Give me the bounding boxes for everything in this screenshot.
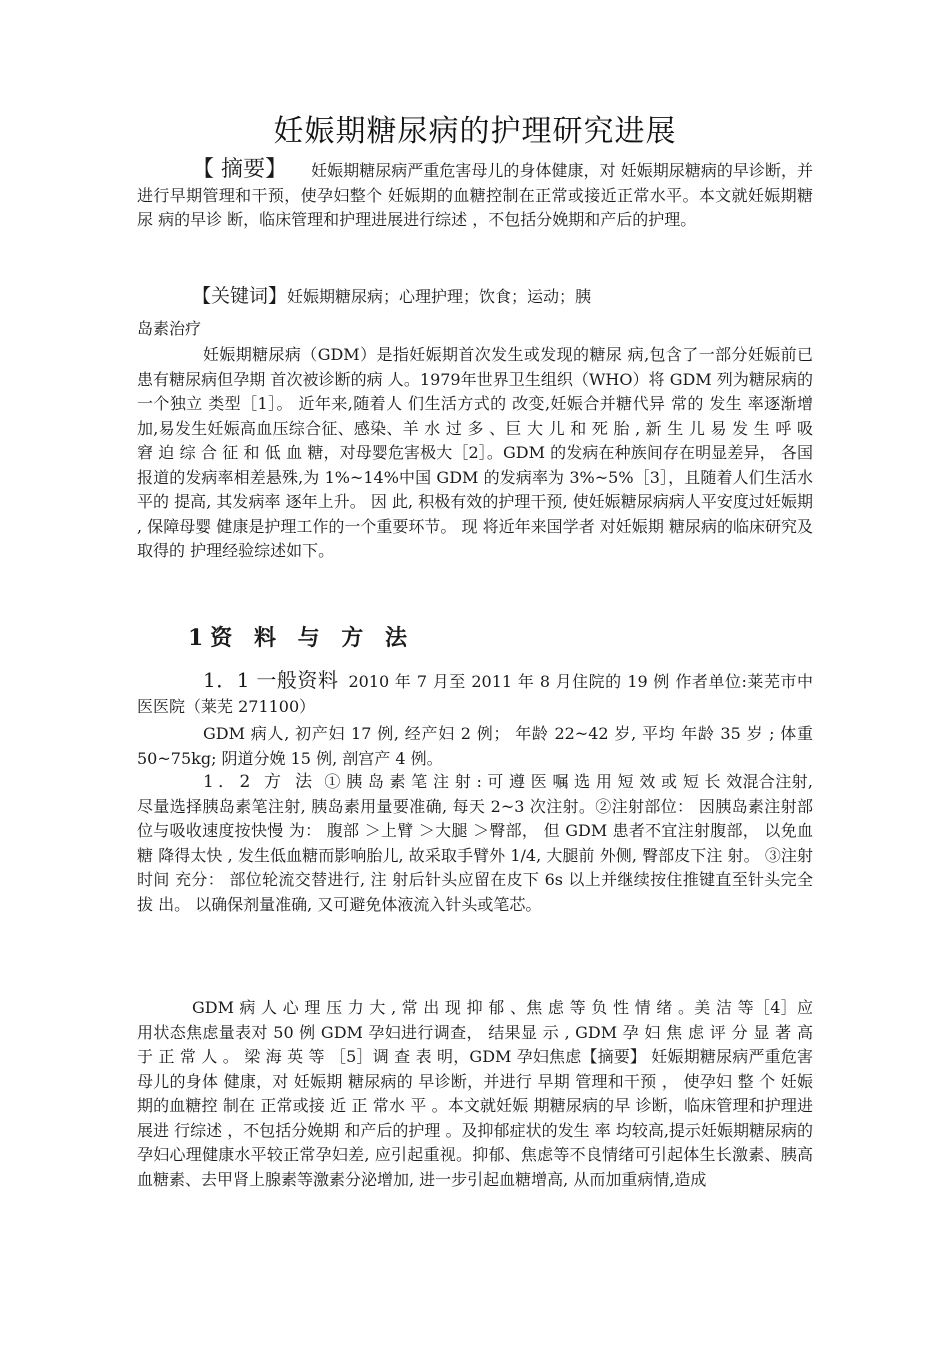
gdm-cases-text: GDM 病人, 初产妇 17 例, 经产妇 2 例； 年龄 22~42 岁, 平均 年龄 35 岁 ; 体重 50~75kg; 阴道分娩 15 例, 剖宫产 4 例。 — [137, 724, 813, 768]
intro-text: 妊娠期糖尿病（GDM）是指妊娠期首次发生或发现的糖尿 病,包含了一部分妊娠前已患有糖尿病但孕期 首次被诊断的病 人。1979年世界卫生组织（WHO）将 GDM 列为糖尿病的一个独立 类型［1］。 近年来,随着人 们生活方式的 改变,妊娠合并糖代异 常的 发生 率逐渐增加,易发生妊娠高血压综合征、感染、羊 水 过 多 、巨 大 儿 和 死 胎 , 新 生 儿 易 发 生 呼 吸 窘 迫 综 合 征 和 低 血 糖，对母婴危害极大［2］。GDM 的发病在种族间存在明显差异， 各国报道的发病率相差悬殊,为 1%~14%中国 GDM 的发病率为 3%~5%［3］，且随着人们生活水平的 提高, 其发病率 逐年上升。 因 此, 积极有效的护理干预, 使妊娠糖尿病病人平安度过妊娠期 , 保障母婴 健康是护理工作的一个重要环节。 现 将近年来国学者 对妊娠期 糖尿病的临床研究及取得的 护理经验综述如下。 — [137, 345, 813, 560]
section-heading-materials-methods: 1资 料 与 方 法 — [188, 625, 414, 651]
abstract-label: 【 摘要】 — [192, 157, 288, 182]
methods-paragraph — [137, 770, 813, 917]
general-info-text: 2010 年 7 月至 2011 年 8 月住院的 19 例 作者单位:莱芜市中 医医院（莱芜 271100） — [137, 672, 813, 716]
subsection-label-general: 1．1 一般资料 — [203, 668, 339, 692]
keywords-label: 【关键词】 — [192, 285, 288, 307]
psychology-paragraph — [137, 996, 813, 1192]
keywords-text: 妊娠期糖尿病；心理护理；饮食；运动；胰 — [287, 287, 592, 306]
psychology-text: GDM 病 人 心 理 压 力 大 , 常 出 现 抑 郁 、焦 虑 等 负 性 情 绪 。美 洁 等［4］应用状态焦虑量表对 50 例 GDM 孕妇进行调查， 结果显 示 , GDM 孕 妇 焦 虑 评 分 显 著 高 于 正 常 人 。 梁 海 英 等 ［5］调 查 表 明，GDM 孕妇焦虑【摘要】 妊娠期糖尿病严重危害母儿的身体 健康，对 妊娠期 糖尿病的 早诊断，并进行 早期 管理和干预 ， 使孕妇 整 个 妊娠期的血糖控 制在 正常或接 近 正 常水 平 。本文就妊娠 期糖尿病的早 诊断，临床管理和护理进展进 行综述 ，不包括分娩期 和产后的护理 。及抑郁症状的发生 率 均较高,提示妊娠期糖尿病的孕妇心理健康水平较正常孕妇差, 应引起重视。抑郁、焦虑等不良情绪可引起体生长激素、胰高 血糖素、去甲肾上腺素等激素分泌增加, 进一步引起血糖增高, 从而加重病情,造成 — [137, 998, 813, 1189]
general-info-paragraph — [137, 668, 813, 719]
methods-text: ① 胰 岛 素 笔 注 射 : 可 遵 医 嘱 选 用 短 效 或 短 长 效混合注射, 尽量选择胰岛素笔注射, 胰岛素用量要准确, 每天 2~3 次注射。②注射部位： 因胰岛素注射部位与吸收速度按快慢 为： 腹部 ＞上臂 ＞大腿 ＞臀部， 但 GDM 患者不宜注射腹部， 以免血糖 降得太快 , 发生低血糖而影响胎儿, 故采取手臂外 1/4, 大腿前 外侧, 臀部皮下注 射。 ③注射时间 充分： 部位轮流交替进行, 注 射后针头应留在皮下 6s 以上并继续按住推键直至针头完全拔 出。 以确保剂量准确, 又可避免体液流入针头或笔芯。 — [137, 772, 813, 914]
gdm-cases-paragraph — [137, 722, 813, 771]
subsection-label-methods: 1．2 方 法 — [203, 772, 317, 792]
intro-paragraph — [137, 343, 813, 564]
keywords-continuation: 岛素治疗 — [137, 319, 202, 338]
abstract-paragraph — [137, 158, 813, 233]
keywords-paragraph — [137, 284, 813, 310]
document-title: 妊娠期糖尿病的护理研究进展 — [273, 114, 677, 149]
abstract-text: 妊娠期糖尿病严重危害母儿的身体健康，对 妊娠期尿糖病的早诊断，并进行早期管理和干预，使孕妇整个 妊娠期的血糖控制在正常或接近正常水平。本文就妊娠期糖尿 病的早诊 断，临床管理和护理进展进行综述 ，不包括分娩期和产后的护理。 — [137, 161, 813, 229]
